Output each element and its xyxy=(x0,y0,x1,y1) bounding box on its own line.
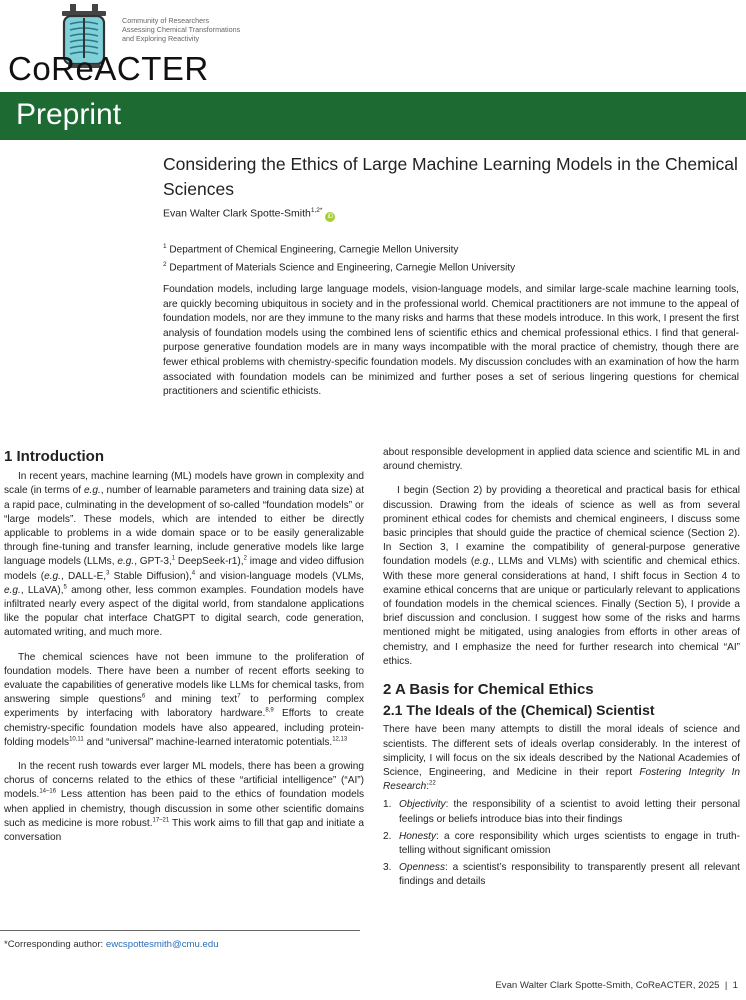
intro-paragraph-3-continued: about responsible development in applied data science and scientific ML in and around chemistry. xyxy=(383,447,740,473)
ideals-list xyxy=(383,798,740,889)
list-item: 3. Openness: a scientist’s responsibility to transparently present all relevant findings and details xyxy=(383,862,740,888)
author-affiliation-marks: 1,2* xyxy=(310,207,323,214)
coreacter-logo xyxy=(8,2,278,88)
right-column xyxy=(383,446,740,893)
ideals-paragraph: There have been many attempts to distill the moral ideals of science and scientists. The different sets of ideals overlap considerably. In the interest of simplicity, I will focus on the six ideals described by the National Academies of Science, Engineering, and Medicine in their report Fostering Integrity In Research:$^{22}$ xyxy=(383,724,740,793)
paper-title: Considering the Ethics of Large Machine Learning Models in the Chemical Sciences xyxy=(163,154,738,199)
intro-paragraph-1: In recent years, machine learning (ML) models have grown in complexity and scale (in terms of e.g., number of learnable parameters and training data size) at a rapid pace, culminating in the development of so-called “foundation models” or “large models”. These models, which are intended to either be directly applicable to problems in a wide domain space or to be easily generalizable through fine-tuning and transfer learning, include generative models like large language models (LLMs, e.g., GPT-3,$^1$ DeepSeek-r1),$^2$ image and video diffusion models (e.g., DALL-E,$^3$ Stable Diffusion),$^4$ and vision-language models (VLMs, e.g., LLaVA),$^5$ among other, less common examples. Foundation models have infiltrated nearly every aspect of the digital world, from standalone applications like the popular chat interface ChatGPT to digital search, code generation, automated writing, and much more. xyxy=(4,471,365,639)
logo-tagline: Community of Researchers Assessing Chemical Transformations and Exploring Reactivity xyxy=(122,16,241,44)
list-item: 1. Objectivity: the responsibility of a scientist to avoid letting their personal feelings or beliefs introduce bias into their findings xyxy=(383,799,740,825)
author-email-link[interactable]: ewcspottesmith@cmu.edu xyxy=(105,939,219,950)
corresponding-author-footnote xyxy=(0,930,360,950)
footnote-divider xyxy=(0,930,360,931)
abstract: Foundation models, including large language models, vision-language models, and similar large-scale machine learning tools, are quickly becoming ubiquitous in society and in the professional world. Chemical practitioners are not immune to the appeal of foundation models, nor are they immune to the many risks and harms that these models introduce. In this work, I present the first analysis of foundation models using the combined lens of scientific ethics and chemical professional ethics. I find that general-purpose generative foundation models are in many ways incompatible with the moral practice of chemistry, though there are fewer ethical problems with chemistry-specific foundation models. My discussion concludes with an examination of how the harm associated with foundation models can be minimized and further poses a set of serious lingering questions for chemical practitioners and scientific ethicists. xyxy=(163,284,739,398)
list-item: 2. Honesty: a core responsibility which urges scientists to engage in truth-telling without significant omission xyxy=(383,830,740,857)
affiliation-item: $^1$ Department of Chemical Engineering, Carnegie Mellon University xyxy=(163,243,459,256)
logo-wordmark: CoReACTER xyxy=(8,50,209,87)
intro-paragraph-2: The chemical sciences have not been immune to the proliferation of foundation models. There have been a number of recent efforts seeking to evaluate the capabilities of generative models like LLMs for chemical tasks, from answering simple questions$^6$ and mining text$^7$ to performing complex experiments by interfacing with laboratory hardware.$^{8,9}$ Efforts to create chemistry-specific foundation models have also appeared, including protein-folding models$^{10,11}$ and “universal” machine-learned interatomic potentials.$^{12,13}$ xyxy=(4,651,364,748)
intro-paragraph-4: I begin (Section 2) by providing a theoretical and practical basis for ethical discussion. Drawing from the ideals of science as well as from several prominent ethical codes for chemists and chemical engineers, I discuss some basic principles that should guide the practice of chemical science (Section 2). In Section 3, I examine the compatibility of general-purpose generative foundation models (e.g., LLMs and VLMs) with scientific and chemical ethics. With these more general considerations at hand, I shift focus in Section 4 to examine ethical concerns that are unique or particularly relevant to applications of foundation models in the chemical sciences. Finally (Section 5), I provide a brief discussion and conclusion. I suggest how some of the risks and harms mentioned might be mitigated, using analogies from efforts in other areas of chemistry, and I emphasize the need for further research into chemical “AI” ethics. xyxy=(383,485,741,667)
affiliation-item: $^2$ Department of Materials Science and Engineering, Carnegie Mellon University xyxy=(163,261,516,274)
footnote-label: *Corresponding author: xyxy=(4,939,106,950)
left-column xyxy=(4,450,364,855)
affiliations xyxy=(163,239,515,276)
orcid-icon[interactable]: iD xyxy=(325,212,335,222)
section-heading-chemical-ethics: 2 A Basis for Chemical Ethics xyxy=(383,681,594,699)
intro-paragraph-3: In the recent rush towards ever larger ML models, there has been a growing chorus of concerns related to the ethics of these “artificial intelligence” (“AI”) models.$^{14-16}$ Less attention has been paid to the ethics of foundation models when applied in chemistry, though discussion in some other scientific domains such as medicine is more robust.$^{17-21}$ This work aims to fill that gap and initiate a conversation xyxy=(4,761,364,844)
subsection-heading-ideals: 2.1 The Ideals of the (Chemical) Scientist xyxy=(383,702,655,719)
author-line xyxy=(163,207,335,222)
banner-label: Preprint xyxy=(16,98,122,131)
footer-citation: Evan Walter Clark Spotte-Smith, CoReACTER, 2025 xyxy=(495,980,720,991)
running-footer: Evan Walter Clark Spotte-Smith, CoReACTER, 2025 | 1 xyxy=(495,980,738,991)
section-heading-introduction: 1 Introduction xyxy=(4,448,104,465)
page-number: 1 xyxy=(732,980,738,991)
author-name: Evan Walter Clark Spotte-Smith xyxy=(163,207,311,220)
preprint-banner xyxy=(0,92,746,140)
